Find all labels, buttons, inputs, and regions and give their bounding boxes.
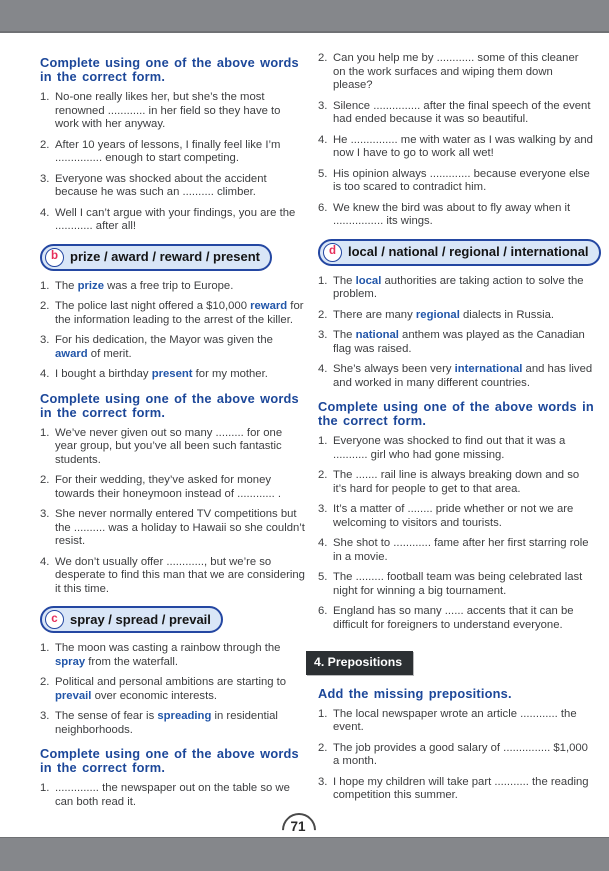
item-number: 1. — [318, 435, 328, 447]
exercise-list — [40, 782, 306, 809]
exercise-item: 3. The sense of fear is spreading in residential neighborhoods. — [40, 710, 278, 736]
exercise-item: 4. She shot to ............ fame after her first starring role in a movie. — [318, 537, 589, 563]
exercise-item: 3. She never normally entered TV competitions but the .......... was a holiday to Hawaii so she couldn’t resist. — [40, 508, 305, 547]
answer-keyword: present — [151, 368, 193, 380]
item-number: 3. — [318, 99, 328, 112]
item-number: 2. — [318, 308, 328, 321]
item-number: 3. — [318, 775, 328, 788]
item-number: 1. — [318, 274, 328, 287]
exercise-item: 3. The national anthem was played as the Canadian flag was raised. — [318, 329, 585, 355]
exercise-instruction-heading: Complete using one of the above words in the correct form. — [40, 746, 299, 775]
item-number: 5. — [318, 167, 328, 180]
exercise-item: 4. She’s always been very international and has lived and worked in many different countries. — [318, 363, 593, 389]
word-options-pill — [318, 239, 601, 266]
bottom-border-bar — [0, 837, 609, 871]
exercise-item: 1. The prize was a free trip to Europe. — [40, 279, 234, 292]
exercise-item: 4. Well I can’t argue with your findings, you are the ............ after all! — [40, 206, 296, 232]
answer-keyword: reward — [250, 300, 288, 312]
exercise-item: 2. The police last night offered a $10,000 reward for the information leading to the arrest of the killer. — [40, 300, 304, 326]
item-number: 2. — [40, 138, 50, 151]
answer-keyword: award — [55, 347, 88, 360]
answer-keyword: spreading — [157, 710, 212, 722]
word-options-text: prize / award / reward / present — [70, 249, 261, 265]
exercise-item: 1. The local newspaper wrote an article ............ the event. — [318, 707, 577, 733]
exercise-item: 2. There are many regional dialects in Russia. — [318, 308, 555, 321]
exercise-item: 2. For their wedding, they’ve asked for money towards their honeymoon instead of ............ . — [40, 474, 282, 500]
word-options-text: local / national / regional / international — [348, 244, 589, 260]
exercise-item: 5. His opinion always ............. because everyone else is too scared to contradict him. — [318, 167, 590, 193]
exercise-item: 2. The job provides a good salary of ............... $1,000 a month. — [318, 741, 588, 767]
item-number: 1. — [40, 91, 50, 103]
section-letter-badge: c — [45, 610, 64, 629]
answer-keyword: prize — [77, 279, 104, 292]
exercise-list — [40, 91, 306, 234]
answer-keyword: regional — [415, 308, 460, 321]
exercise-item: 1. The local authorities are taking action to solve the problem. — [318, 274, 584, 300]
item-number: 2. — [40, 300, 50, 312]
item-number: 4. — [40, 368, 50, 380]
item-number: 6. — [318, 605, 328, 617]
answer-keyword: international — [454, 363, 523, 375]
exercise-item: 1. .............. the newspaper out on the table so we can both read it. — [40, 782, 290, 808]
item-number: 3. — [40, 710, 50, 722]
exercise-item: 5. The ......... football team was being celebrated last night for winning a big tournament. — [318, 571, 583, 597]
item-number: 4. — [318, 363, 328, 375]
item-number: 1. — [40, 782, 50, 794]
word-options-pill — [40, 244, 272, 271]
item-number: 2. — [318, 52, 328, 64]
exercise-list — [40, 427, 306, 597]
exercise-instruction-heading: Add the missing prepositions. — [318, 685, 512, 701]
exercise-item: 1. No-one really likes her, but she’s the most renowned ............ in her field so they have to work with her anyway. — [40, 91, 281, 130]
item-number: 4. — [40, 206, 50, 219]
item-number: 1. — [40, 279, 50, 292]
exercise-item: 6. We knew the bird was about to fly away when it ................ its wings. — [318, 201, 571, 227]
item-number: 2. — [40, 676, 50, 688]
item-number: 3. — [318, 329, 328, 341]
section-letter-badge: b — [45, 248, 64, 267]
word-options-pill — [40, 606, 223, 633]
exercise-list — [40, 642, 306, 737]
exercise-list — [40, 280, 306, 382]
exercise-item: 2. After 10 years of lessons, I finally feel like I’m ............... enough to start competing. — [40, 138, 281, 164]
exercise-item: 1. We’ve never given out so many ......... for one year group, but you’ve all been such fantastic students. — [40, 426, 283, 466]
exercise-list — [318, 52, 594, 229]
section-title-label: 4. Prepositions — [306, 651, 413, 675]
item-number: 4. — [318, 537, 328, 549]
item-number: 2. — [318, 741, 328, 754]
exercise-instruction-heading: Complete using one of the above words in the correct form. — [40, 55, 299, 84]
item-number: 5. — [318, 571, 328, 583]
exercise-item: 3. Silence ............... after the final speech of the event had ended because it was so beautiful. — [318, 99, 591, 125]
exercise-item: 4. I bought a birthday present for my mother. — [40, 368, 268, 380]
item-number: 2. — [40, 474, 50, 486]
item-number: 1. — [40, 426, 50, 439]
answer-keyword: prevail — [55, 689, 92, 702]
item-number: 3. — [40, 508, 50, 520]
exercise-item: 2. Political and personal ambitions are starting to prevail over economic interests. — [40, 676, 287, 702]
exercise-item: 3. I hope my children will take part ........... the reading competition this summer. — [318, 775, 589, 801]
page-number: 71 — [290, 819, 306, 834]
exercise-item: 1. The moon was casting a rainbow through the spray from the waterfall. — [40, 642, 281, 668]
word-options-text: spray / spread / prevail — [70, 611, 211, 627]
item-number: 2. — [318, 469, 328, 481]
exercise-list — [318, 708, 594, 803]
exercise-item: 4. He ............... me with water as I was walking by and now I have to go to work all wet! — [318, 133, 593, 159]
exercise-list — [318, 435, 594, 632]
answer-keyword: spray — [55, 655, 86, 668]
exercise-item: 3. It’s a matter of ........ pride whether or not we are welcoming to visitors and tourists. — [318, 503, 574, 529]
exercise-list — [318, 275, 594, 391]
left-column — [40, 56, 306, 816]
item-number: 1. — [318, 707, 328, 720]
item-number: 4. — [40, 555, 50, 568]
exercise-item: 3. For his dedication, the Mayor was given the award of merit. — [40, 334, 273, 360]
item-number: 6. — [318, 201, 328, 214]
exercise-item: 3. Everyone was shocked about the accident because he was such an .......... climber. — [40, 172, 267, 198]
item-number: 4. — [318, 133, 328, 146]
exercise-item: 2. Can you help me by ............ some of this cleaner on the work surfaces and wiping them down please? — [318, 52, 579, 91]
section-letter-badge: d — [323, 243, 342, 262]
exercise-instruction-heading: Complete using one of the above words in the correct form. — [40, 390, 299, 420]
exercise-item: 4. We don’t usually offer ............, but we’re so desperate to find this man that we are considering it this time. — [40, 555, 305, 595]
right-column — [314, 52, 594, 810]
exercise-item: 1. Everyone was shocked to find out that it was a ........... girl who had gone missing. — [318, 435, 566, 461]
item-number: 3. — [318, 503, 328, 515]
item-number: 3. — [40, 172, 50, 185]
top-border-bar — [0, 0, 609, 33]
exercise-instruction-heading: Complete using one of the above words in the correct form. — [318, 399, 594, 428]
answer-keyword: local — [355, 274, 382, 287]
item-number: 1. — [40, 642, 50, 654]
exercise-item: 2. The ....... rail line is always breaking down and so it’s hard for people to get to that area. — [318, 469, 580, 495]
exercise-item: 6. England has so many ...... accents that it can be difficult for foreigners to understand everyone. — [318, 605, 574, 631]
answer-keyword: national — [355, 329, 399, 341]
item-number: 3. — [40, 334, 50, 346]
